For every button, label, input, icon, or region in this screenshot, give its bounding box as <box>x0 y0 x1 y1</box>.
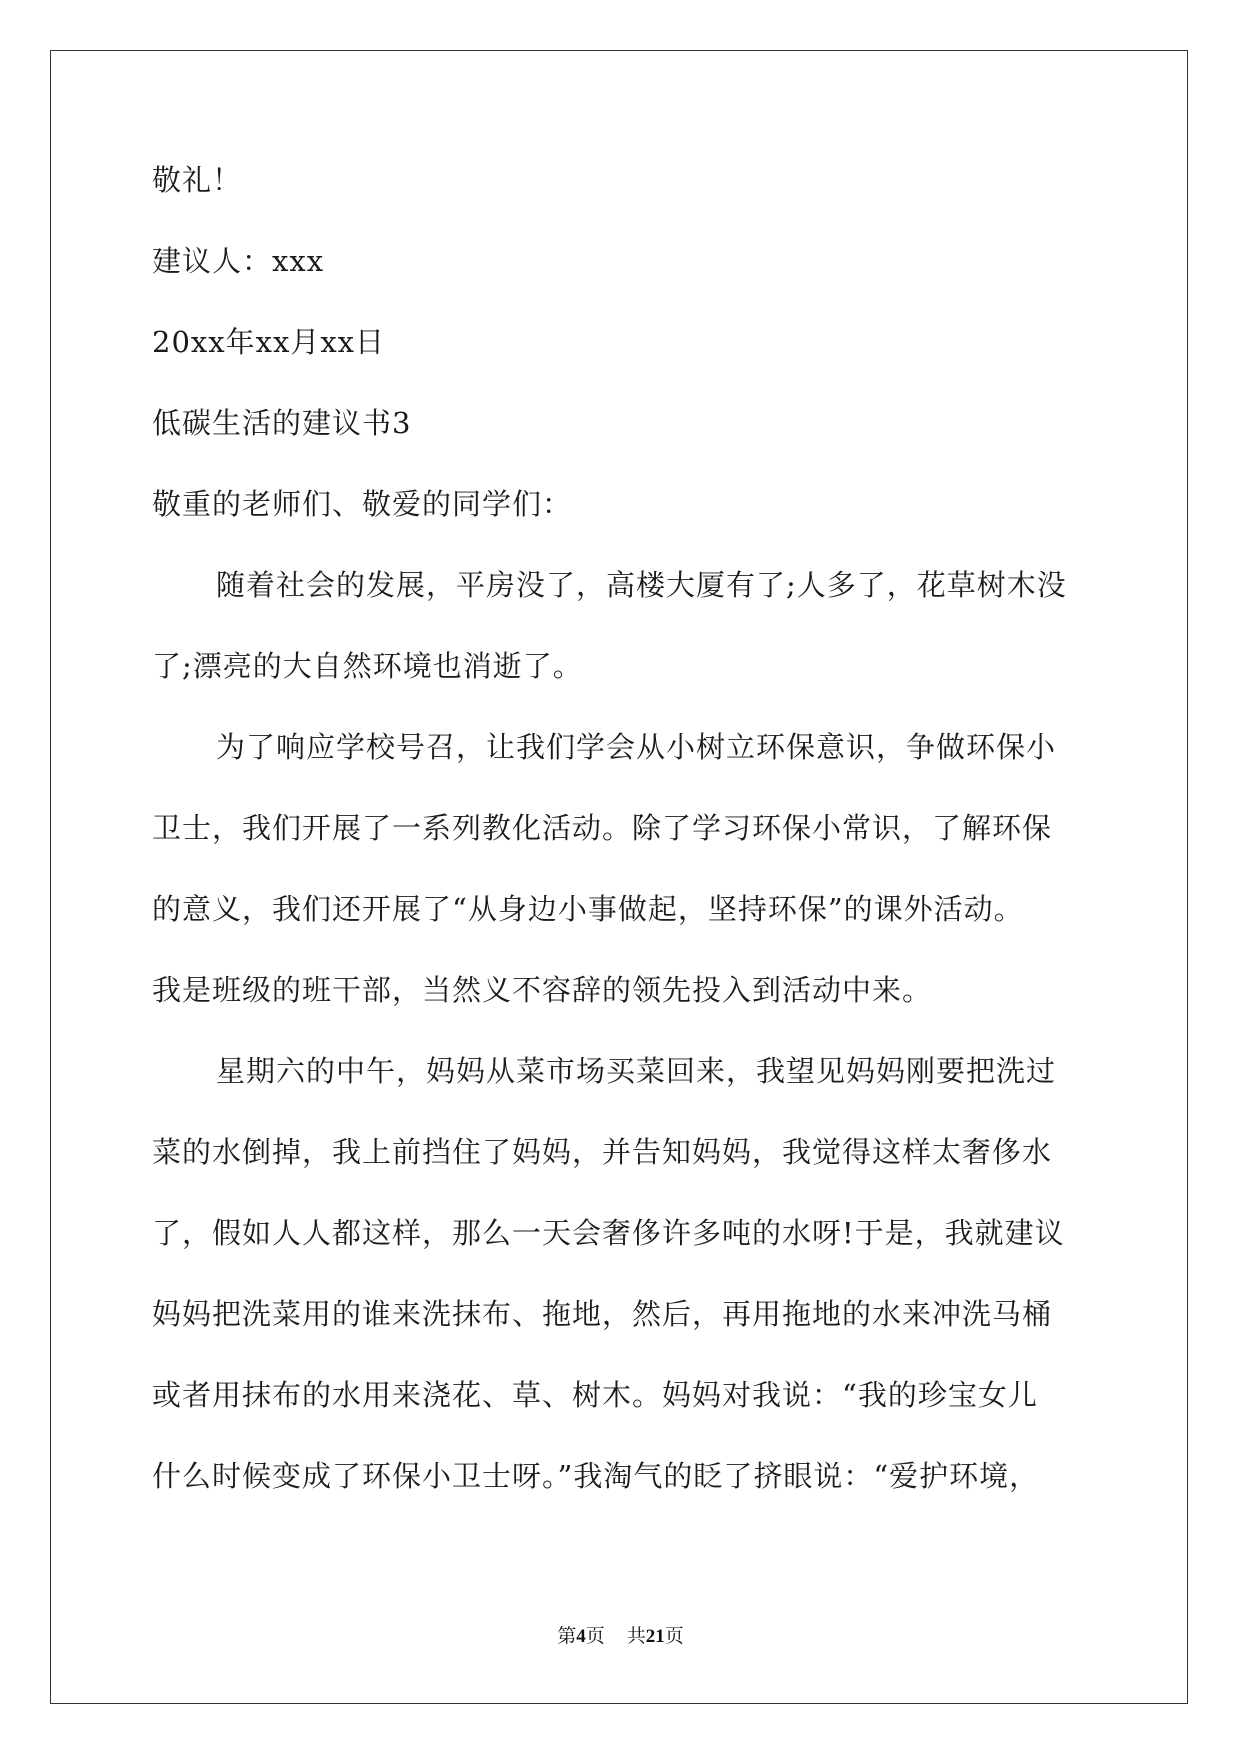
closing-salutation: 敬礼！ <box>152 163 243 197</box>
paragraph-line: 随着社会的发展，平房没了，高楼大厦有了;人多了，花草树木没 <box>216 568 1067 602</box>
paragraph-line: 菜的水倒掉，我上前挡住了妈妈，并告知妈妈，我觉得这样太奢侈水 <box>152 1135 1053 1169</box>
paragraph-line: 了，假如人人都这样，那么一天会奢侈许多吨的水呀!于是，我就建议 <box>152 1216 1065 1250</box>
section-title: 低碳生活的建议书3 <box>152 406 412 440</box>
document-body <box>152 160 1092 1537</box>
footer-total-prefix: 共 <box>626 1626 646 1647</box>
signer-line: 建议人：xxx <box>152 244 325 278</box>
page-number: 4 <box>576 1626 586 1647</box>
paragraph-line: 卫士，我们开展了一系列教化活动。除了学习环保小常识，了解环保 <box>152 811 1053 845</box>
paragraph-line: 我是班级的班干部，当然义不容辞的领先投入到活动中来。 <box>152 973 933 1007</box>
paragraph-line: 为了响应学校号召，让我们学会从小树立环保意识，争做环保小 <box>216 730 1057 764</box>
paragraph-line: 妈妈把洗菜用的谁来洗抹布、拖地，然后，再用拖地的水来冲洗马桶 <box>152 1297 1053 1331</box>
footer-page-suffix: 页 <box>585 1626 605 1647</box>
paragraph-line: 星期六的中午，妈妈从菜市场买菜回来，我望见妈妈刚要把洗过 <box>216 1054 1057 1088</box>
date-line: 20xx年xx月xx日 <box>152 325 386 359</box>
greeting: 敬重的老师们、敬爱的同学们： <box>152 487 573 521</box>
page-footer <box>0 1625 1241 1649</box>
paragraph-line: 的意义，我们还开展了“从身边小事做起，坚持环保”的课外活动。 <box>152 892 1024 926</box>
paragraph-line: 了;漂亮的大自然环境也消逝了。 <box>152 649 583 683</box>
footer-total-suffix: 页 <box>664 1626 684 1647</box>
paragraph-line: 或者用抹布的水用来浇花、草、树木。妈妈对我说：“我的珍宝女儿 <box>152 1378 1038 1412</box>
footer-prefix: 第 <box>557 1626 577 1647</box>
paragraph-line: 什么时候变成了环保小卫士呀。”我淘气的眨了挤眼说：“爱护环境， <box>152 1459 1040 1493</box>
total-pages: 21 <box>645 1626 665 1647</box>
